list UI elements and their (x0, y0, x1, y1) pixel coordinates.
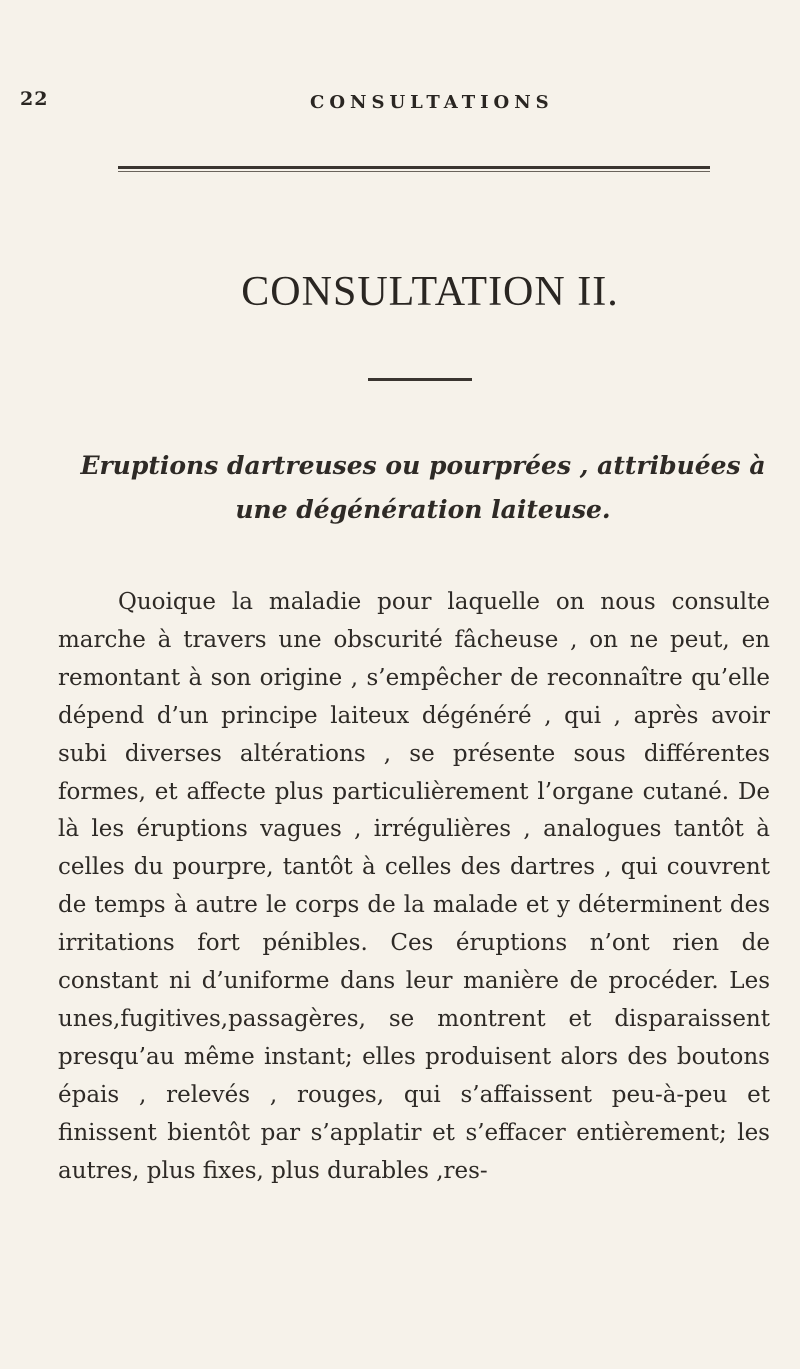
chapter-title: CONSULTATION II. (241, 269, 619, 315)
chapter-subtitle: Eruptions dartreuses ou pourprées , attribuées à une dégénération laiteuse. (80, 451, 766, 524)
body-text (58, 584, 770, 1191)
header-rule-thin (118, 171, 710, 172)
page-number: 22 (20, 88, 49, 110)
running-head: CONSULTATIONS (310, 92, 554, 113)
title-rule (368, 378, 472, 381)
header-rule (118, 166, 710, 169)
paragraph: Quoique la maladie pour laquelle on nous consulte marche à travers une obscurité fâcheuse , on ne peut, en remontant à son origine , s’empêcher de reconnaître qu’elle dépend d’un principe laiteux dégénéré , qui , après avoir subi diverses altérations , se présente sous différentes formes, et affecte plus particulièrement l’organe cutané. De là les éruptions vagues , irrégulières , analogues tantôt à celles du pourpre, tantôt à celles des dartres , qui couvrent de temps à autre le corps de la malade et y déterminent des irritations fort pénibles. Ces éruptions n’ont rien de constant ni d’uniforme dans leur manière de procéder. Les unes,fugitives,passagères, se montrent et disparaissent presqu’au même instant; elles produisent alors des boutons épais , relevés , rouges, qui s’affaissent peu-à-peu et finissent bientôt par s’applatir et s’effacer entièrement; les autres, plus fixes, plus durables ,res- (58, 589, 770, 1184)
